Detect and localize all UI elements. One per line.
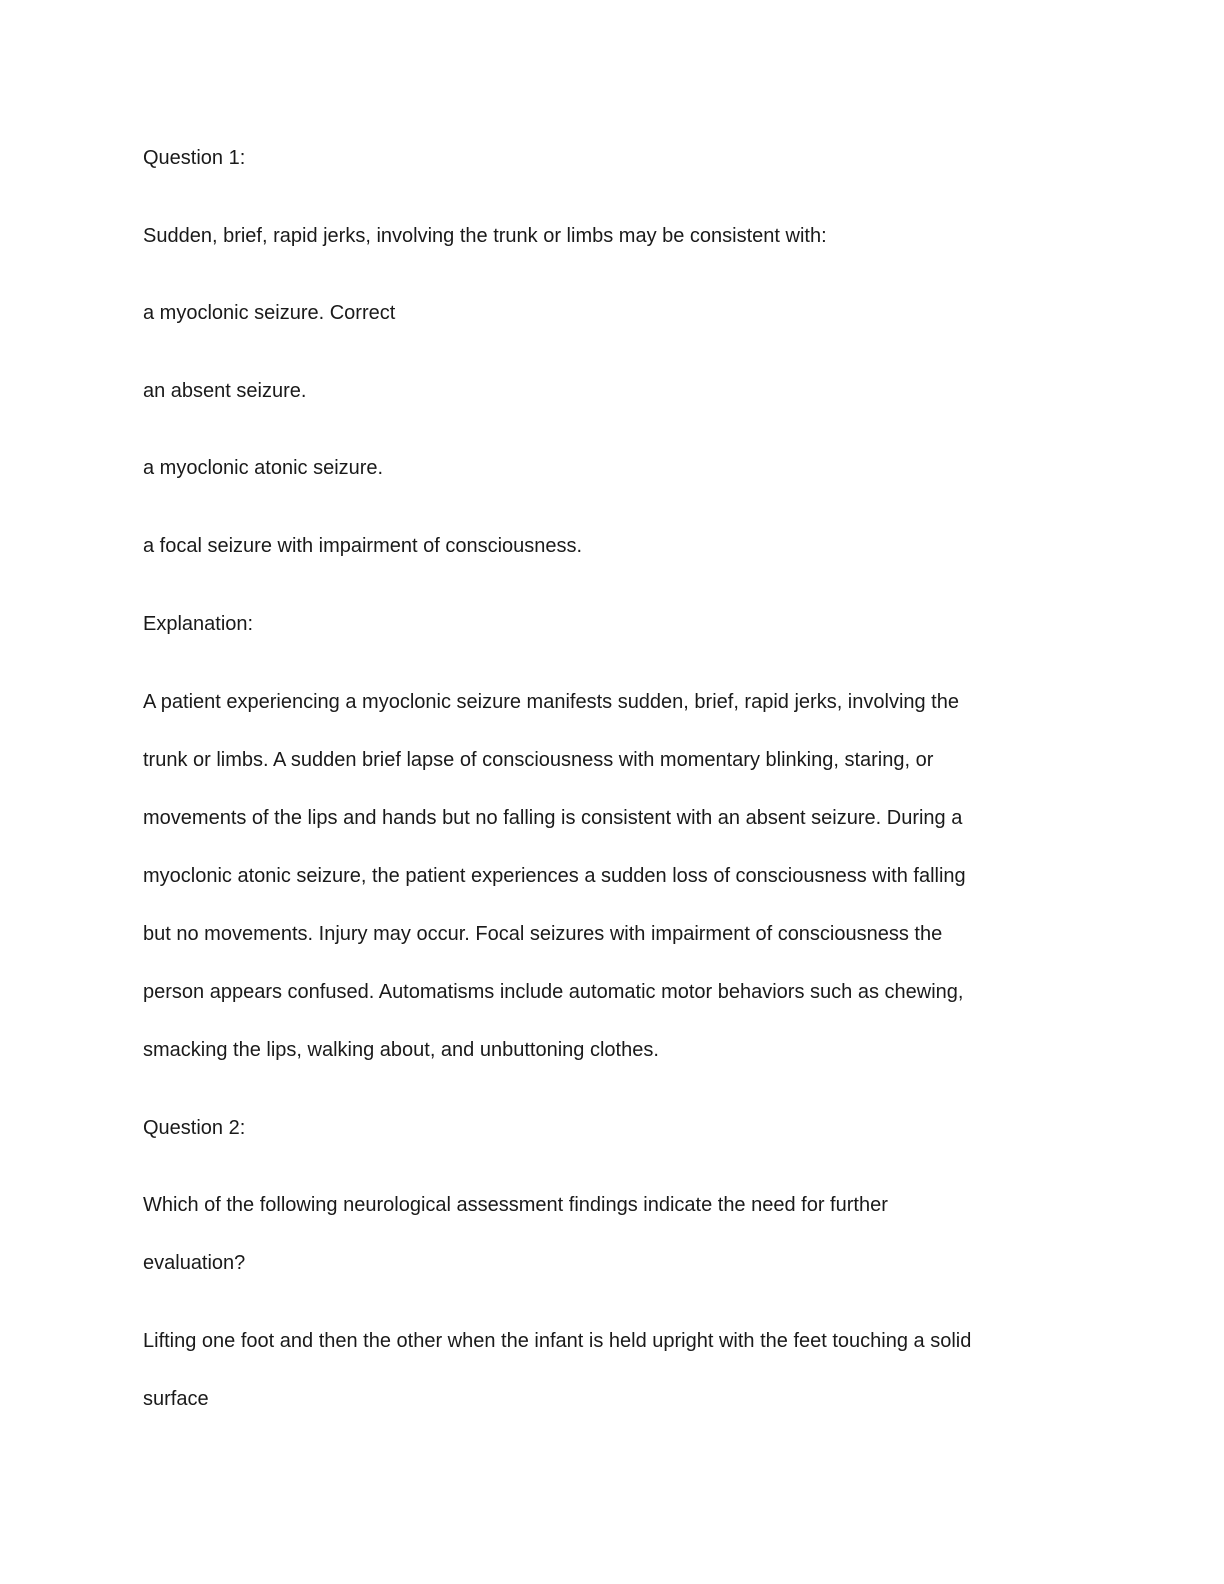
question-1-heading: Question 1: — [143, 147, 246, 169]
question-1-stem: Sudden, brief, rapid jerks, involving the trunk or limbs may be consistent with: — [143, 225, 827, 247]
question-2-stem-line: evaluation? — [143, 1252, 246, 1274]
question-1-option-c: a myoclonic atonic seizure. — [143, 457, 384, 479]
question-1-option-a: a myoclonic seizure. Correct — [143, 302, 396, 324]
explanation-line: movements of the lips and hands but no falling is consistent with an absent seizure. During a — [143, 807, 963, 829]
explanation-line: A patient experiencing a myoclonic seizure manifests sudden, brief, rapid jerks, involving the — [143, 691, 959, 713]
question-2-heading: Question 2: — [143, 1117, 246, 1139]
explanation-line: but no movements. Injury may occur. Focal seizures with impairment of consciousness the — [143, 923, 943, 945]
explanation-heading: Explanation: — [143, 613, 254, 635]
explanation-line: person appears confused. Automatisms include automatic motor behaviors such as chewing, — [143, 981, 964, 1003]
question-1-option-b: an absent seizure. — [143, 380, 307, 402]
explanation-line: myoclonic atonic seizure, the patient experiences a sudden loss of consciousness with falling — [143, 865, 966, 887]
explanation-line: trunk or limbs. A sudden brief lapse of consciousness with momentary blinking, staring, or — [143, 749, 934, 771]
explanation-line: smacking the lips, walking about, and unbuttoning clothes. — [143, 1039, 659, 1061]
question-2-option-line: surface — [143, 1388, 209, 1410]
question-2-option-line: Lifting one foot and then the other when the infant is held upright with the feet touching a solid — [143, 1330, 972, 1352]
question-1-option-d: a focal seizure with impairment of consciousness. — [143, 535, 583, 557]
question-2-stem-line: Which of the following neurological assessment findings indicate the need for further — [143, 1194, 888, 1216]
